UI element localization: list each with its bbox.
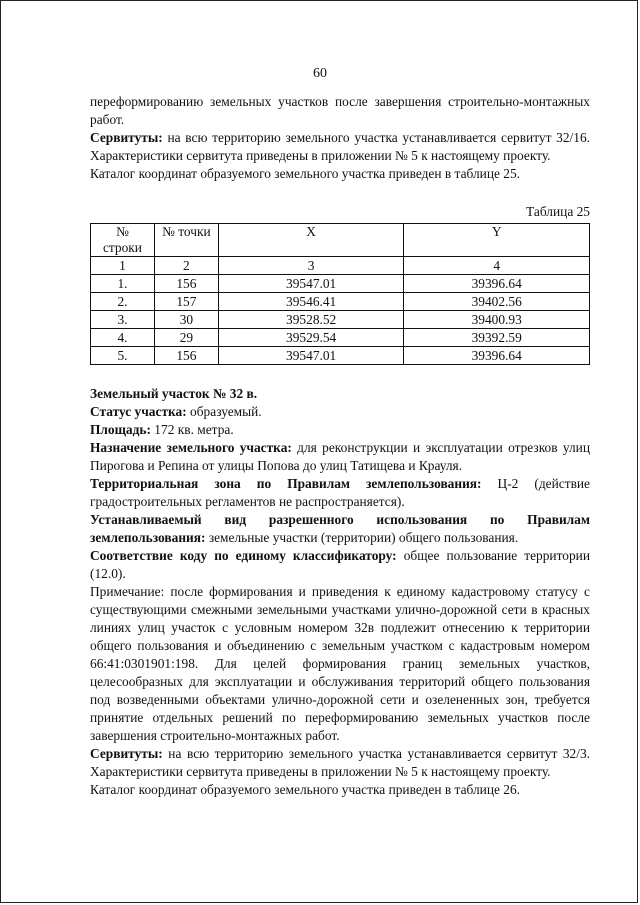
servitude-label: Сервитуты: — [90, 130, 163, 145]
x-value: 39546.41 — [218, 293, 404, 311]
status-label: Статус участка: — [90, 404, 187, 419]
point-number: 157 — [154, 293, 218, 311]
table-row — [91, 293, 590, 311]
servitude-paragraph — [90, 129, 590, 165]
zone-value: Ц-2 (действие градостроительных регламентов не распространяется). — [90, 476, 590, 509]
intro-paragraph: переформированию земельных участков после завершения строительно-монтажных работ. — [90, 94, 590, 127]
x-value: 39529.54 — [218, 329, 404, 347]
table-row — [91, 329, 590, 347]
page-number: 60 — [313, 66, 327, 81]
point-number: 156 — [154, 347, 218, 365]
parcel-area — [90, 421, 590, 439]
status-value: образуемый. — [186, 404, 262, 419]
parcel-zone — [90, 475, 590, 511]
parcel-servitude — [90, 745, 590, 781]
index-cell: 1 — [91, 257, 155, 275]
table-row — [91, 347, 590, 365]
y-value: 39400.93 — [404, 311, 590, 329]
parcel-servitude-text: на всю территорию земельного участка устанавливается сервитут 32/3. Характеристики сервитута приведены в приложении № 5 к настоящему проекту. — [90, 746, 590, 779]
document-body — [90, 93, 590, 799]
header-point-no: № точки — [154, 224, 218, 257]
x-value: 39547.01 — [218, 275, 404, 293]
x-value: 39547.01 — [218, 347, 404, 365]
code-label: Соответствие коду по единому классификатору: — [90, 548, 397, 563]
area-value: 172 кв. метра. — [150, 422, 234, 437]
point-number: 30 — [154, 311, 218, 329]
parcel-purpose — [90, 439, 590, 475]
parcel-code — [90, 547, 590, 583]
area-label: Площадь: — [90, 422, 151, 437]
table-row — [91, 311, 590, 329]
parcel-status — [90, 403, 590, 421]
y-value: 39396.64 — [404, 275, 590, 293]
index-cell: 4 — [404, 257, 590, 275]
purpose-value: для реконструкции и эксплуатации отрезков улиц Пирогова и Репина от улицы Попова до улиц Татищева и Крауля. — [90, 440, 590, 473]
code-value: общее пользование территории (12.0). — [90, 548, 590, 581]
y-value: 39402.56 — [404, 293, 590, 311]
zone-label: Территориальная зона по Правилам землепользования: — [90, 476, 482, 491]
y-value: 39392.59 — [404, 329, 590, 347]
coordinates-table — [90, 223, 590, 365]
row-number: 3. — [91, 311, 155, 329]
use-value: земельные участки (территории) общего пользования. — [205, 530, 519, 545]
index-cell: 3 — [218, 257, 404, 275]
y-value: 39396.64 — [404, 347, 590, 365]
header-y: Y — [404, 224, 590, 257]
x-value: 39528.52 — [218, 311, 404, 329]
use-label: Устанавливаемый вид разрешенного использования по Правилам землепользования: — [90, 512, 590, 545]
row-number: 4. — [91, 329, 155, 347]
parcel-servitude-label: Сервитуты: — [90, 746, 163, 761]
parcel-catalog: Каталог координат образуемого земельного участка приведен в таблице 26. — [90, 782, 521, 797]
table-row — [91, 275, 590, 293]
servitude-text: на всю территорию земельного участка устанавливается сервитут 32/16. Характеристики сервитута приведены в приложении № 5 к настоящему проекту. — [90, 130, 590, 163]
row-number: 5. — [91, 347, 155, 365]
index-cell: 2 — [154, 257, 218, 275]
purpose-label: Назначение земельного участка: — [90, 440, 292, 455]
header-row-no: № строки — [91, 224, 155, 257]
table-index-row — [91, 257, 590, 275]
point-number: 29 — [154, 329, 218, 347]
parcel-title — [90, 385, 590, 403]
table-caption: Таблица 25 — [526, 204, 590, 219]
header-x: X — [218, 224, 404, 257]
point-number: 156 — [154, 275, 218, 293]
parcel-use — [90, 511, 590, 547]
row-number: 1. — [91, 275, 155, 293]
parcel-note: Примечание: после формирования и приведения к единому кадастровому статусу с существующими смежными земельными участками улично-дорожной сети в красных линиях улиц участок с условным номером 32в подлежит отнесению к территории общего пользования и объединению с земельным участком с кадастровым номером 66:41:0301901:198. Для целей формирования границ земельных участков, целесообразных для эксплуатации и обслуживания территорий общего пользования под возведенными объектами улично-дорожной сети и озелененных зон, требуется принятие отдельных решений по переформированию земельных участков после завершения строительно-монтажных работ. — [90, 584, 590, 743]
parcel-title-text: Земельный участок № 32 в. — [90, 386, 258, 401]
catalog-paragraph: Каталог координат образуемого земельного участка приведен в таблице 25. — [90, 166, 521, 181]
row-number: 2. — [91, 293, 155, 311]
table-header-row — [91, 224, 590, 257]
